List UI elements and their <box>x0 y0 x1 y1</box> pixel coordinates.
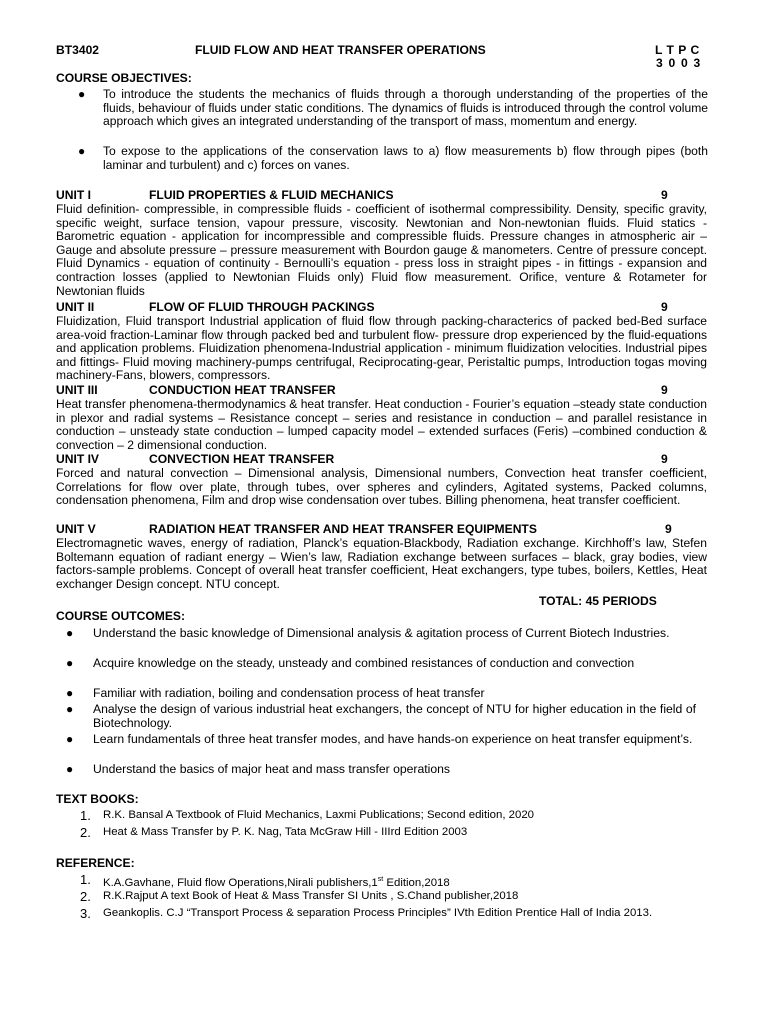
bullet-icon: ● <box>66 626 74 640</box>
list-item <box>66 686 696 702</box>
unit-3-heading <box>56 384 716 398</box>
unit-hours: 9 <box>661 300 668 314</box>
unit-hours: 9 <box>661 188 668 202</box>
list-item <box>66 762 696 778</box>
objective-text: To introduce the students the mechanics of fluids through a thorough understanding of the properties of the fluids, behaviour of fluids under static conditions. The dynamics of fluids is introduced through the control volume approach which gives an integrated understanding of the transport of mass, momentum and energy. <box>103 87 708 129</box>
objective-text: To expose to the applications of the conservation laws to a) flow measurements b) flow through pipes (both laminar and turbulent) and c) forces on vanes. <box>103 144 708 172</box>
unit-hours: 9 <box>665 522 672 536</box>
total-periods: TOTAL: 45 PERIODS <box>539 594 657 608</box>
textbook-entry: R.K. Bansal A Textbook of Fluid Mechanics, Laxmi Publications; Second edition, 2020 <box>103 809 534 821</box>
list-item <box>66 626 696 656</box>
outcome-text: Familiar with radiation, boiling and condensation process of heat transfer <box>93 686 485 700</box>
reference-entry <box>103 873 450 891</box>
objectives-heading: COURSE OBJECTIVES: <box>56 71 192 85</box>
bullet-icon: ● <box>78 144 86 158</box>
unit-5-body: Electromagnetic waves, energy of radiation, Planck’s equation-Blackbody, Radiation exchange. Kirchhoff’s law, Stefen Boltemann equation of radiant energy – Wien’s law, Radiation exchange between surfaces – black, gray bodies, view factors-sample problems. Concept of overall heat transfer coefficient, Heat exchangers, type tubes, boilers, Kettles, Heat exchanger Design concept. NTU concept. <box>56 536 707 591</box>
objectives-list <box>78 88 708 172</box>
unit-label: UNIT III <box>56 383 98 397</box>
unit-4-heading <box>56 453 716 467</box>
unit-1-body: Fluid definition- compressible, in compressible fluids - coefficient of isothermal compressibility. Density, specific gravity, specific weight, surface tension, vapour pressure, viscosity. Newtonian and Non-newtonian fluids. Fluid statics - Barometric equation - application for incompressible and compressible fluids. Pressure changes in atmospheric air – Gauge and absolute pressure – pressure measurement with Bourdon gauge & manometers. Centre of pressure concept. Fluid Dynamics - equation of continuity - Bernoulli’s equation - press loss in straight pipes - in fittings - expansion and contraction losses (applied to Newtonian Fluids only) Fluid flow measurement. Orifice, venture & Rotameter for Newtonian fluids <box>56 202 707 298</box>
bullet-icon: ● <box>78 87 86 101</box>
unit-title: CONVECTION HEAT TRANSFER <box>149 452 335 466</box>
reference-entry: Geankoplis. C.J “Transport Process & separation Process Principles” IVth Edition Prentice Hall of India 2013. <box>103 907 653 919</box>
unit-label: UNIT IV <box>56 452 100 466</box>
ordinal-superscript: st <box>377 876 384 883</box>
ltpc-values: 3 0 0 3 <box>656 56 702 70</box>
course-title: FLUID FLOW AND HEAT TRANSFER OPERATIONS <box>195 43 486 57</box>
bullet-icon: ● <box>66 732 74 746</box>
list-item <box>80 873 710 890</box>
reference-entry: R.K.Rajput A text Book of Heat & Mass Transfer SI Units , S.Chand publisher,2018 <box>103 890 519 902</box>
outcome-text: Analyse the design of various industrial heat exchangers, the concept of NTU for higher education in the field of Biotechnology. <box>93 702 696 730</box>
unit-3-body: Heat transfer phenomena-thermodynamics & heat transfer. Heat conduction - Fourier’s equation –steady state conduction in plexor and radial systems – Resistance concept – series and resistance in conduction – and parallel resistance in conduction – unsteady state conduction – lumped capacity model – extended surfaces (Feris) –combined conduction & convection – 2 dimensional conduction. <box>56 397 707 452</box>
course-code: BT3402 <box>56 43 100 57</box>
outcomes-heading: COURSE OUTCOMES: <box>56 609 186 623</box>
outcome-text: Understand the basic knowledge of Dimensional analysis & agitation process of Current Biotech Industries. <box>93 626 670 640</box>
unit-label: UNIT I <box>56 188 91 202</box>
unit-title: CONDUCTION HEAT TRANSFER <box>149 383 336 397</box>
list-item <box>80 826 700 843</box>
list-number: 1. <box>80 872 91 887</box>
bullet-icon: ● <box>66 702 74 716</box>
outcome-text: Acquire knowledge on the steady, unsteady and combined resistances of conduction and convection <box>93 656 635 670</box>
unit-label: UNIT II <box>56 300 95 314</box>
unit-hours: 9 <box>661 383 668 397</box>
unit-hours: 9 <box>661 452 668 466</box>
unit-title: FLOW OF FLUID THROUGH PACKINGS <box>149 300 375 314</box>
list-item <box>66 702 696 732</box>
bullet-icon: ● <box>66 686 74 700</box>
reference-list <box>80 873 710 924</box>
list-item <box>78 145 708 172</box>
unit-2-body: Fluidization, Fluid transport Industrial application of fluid flow through packing-characterics of packed bed-Bed surface area-void fraction-Laminar flow through packed bed and turbulent flow- pressure drop experienced by the fluid-equations and application problems. Fluidization phenomena-Industrial application - minimum fluidization velocities. Industrial pipes and fittings- Fluid moving machinery-pumps centrifugal, Reciprocating-gear, Peristaltic pumps, Introduction togas moving machinery-Fans, blowers, compressors. <box>56 314 707 383</box>
list-item <box>66 732 696 762</box>
reference-text-end: Edition,2018 <box>383 877 450 889</box>
unit-label: UNIT V <box>56 522 96 536</box>
textbooks-heading: TEXT BOOKS: <box>56 792 139 806</box>
reference-heading: REFERENCE: <box>56 856 135 870</box>
bullet-icon: ● <box>66 762 74 776</box>
list-number: 2. <box>80 889 91 904</box>
reference-text: K.A.Gavhane, Fluid flow Operations,Nirali publishers,1 <box>103 877 378 889</box>
unit-title: FLUID PROPERTIES & FLUID MECHANICS <box>149 188 394 202</box>
list-item <box>78 88 708 145</box>
unit-4-body: Forced and natural convection – Dimensional analysis, Dimensional numbers, Convection heat transfer coefficient, Correlations for flow over plate, through tubes, over spheres and cylinders, Agitated systems, Packed columns, condensation phenomena, Film and drop wise condensation over tubes. Billing phenomena, heat transfer coefficient. <box>56 466 707 508</box>
list-number: 3. <box>80 906 91 921</box>
unit-title: RADIATION HEAT TRANSFER AND HEAT TRANSFER EQUIPMENTS <box>149 522 537 536</box>
list-number: 1. <box>80 808 91 823</box>
outcomes-list <box>66 626 696 778</box>
outcome-text: Understand the basics of major heat and mass transfer operations <box>93 762 451 776</box>
textbook-entry: Heat & Mass Transfer by P. K. Nag, Tata McGraw Hill - IIIrd Edition 2003 <box>103 826 468 838</box>
unit-5-heading <box>56 523 716 537</box>
list-item <box>80 890 710 907</box>
list-item <box>80 809 700 826</box>
unit-1-heading <box>56 189 716 203</box>
list-item <box>80 907 710 924</box>
unit-2-heading <box>56 301 716 315</box>
list-number: 2. <box>80 825 91 840</box>
bullet-icon: ● <box>66 656 74 670</box>
ltpc-label: L T P C <box>655 43 700 57</box>
outcome-text: Learn fundamentals of three heat transfer modes, and have hands-on experience on heat transfer equipment’s. <box>93 732 693 746</box>
textbooks-list <box>80 809 700 843</box>
list-item <box>66 656 696 686</box>
